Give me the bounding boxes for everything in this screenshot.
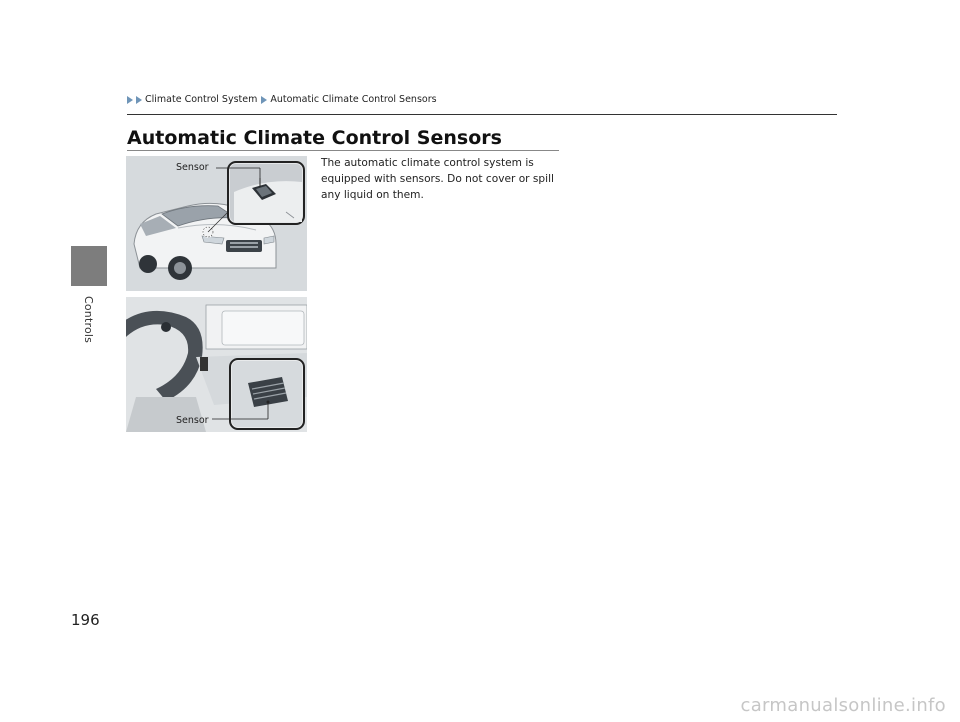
- section-tab: [71, 246, 107, 286]
- breadcrumb-item-climate-control-system[interactable]: Climate Control System: [145, 94, 258, 105]
- breadcrumb: [127, 94, 437, 105]
- dashboard-interior-drawing: [126, 297, 307, 432]
- exterior-sensor-callout: Sensor: [176, 162, 209, 173]
- breadcrumb-arrow-icon: [136, 96, 142, 104]
- breadcrumb-item-automatic-climate-control-sensors[interactable]: Automatic Climate Control Sensors: [270, 94, 437, 105]
- section-label: Controls: [82, 296, 95, 344]
- car-exterior-drawing: [126, 156, 307, 291]
- watermark: carmanualsonline.info: [740, 695, 946, 716]
- breadcrumb-arrow-icon: [261, 96, 267, 104]
- section-body: The automatic climate control system is equipped with sensors. Do not cover or spill any liquid on them.: [321, 157, 554, 201]
- page-number: 196: [71, 611, 100, 629]
- title-rule: [127, 150, 559, 151]
- interior-sensor-callout: Sensor: [176, 415, 209, 426]
- exterior-sensor-illustration: [126, 156, 307, 291]
- section-title: Automatic Climate Control Sensors: [127, 127, 502, 149]
- header-rule: [127, 114, 837, 115]
- breadcrumb-arrow-icon: [127, 96, 133, 104]
- interior-sensor-illustration: [126, 297, 307, 432]
